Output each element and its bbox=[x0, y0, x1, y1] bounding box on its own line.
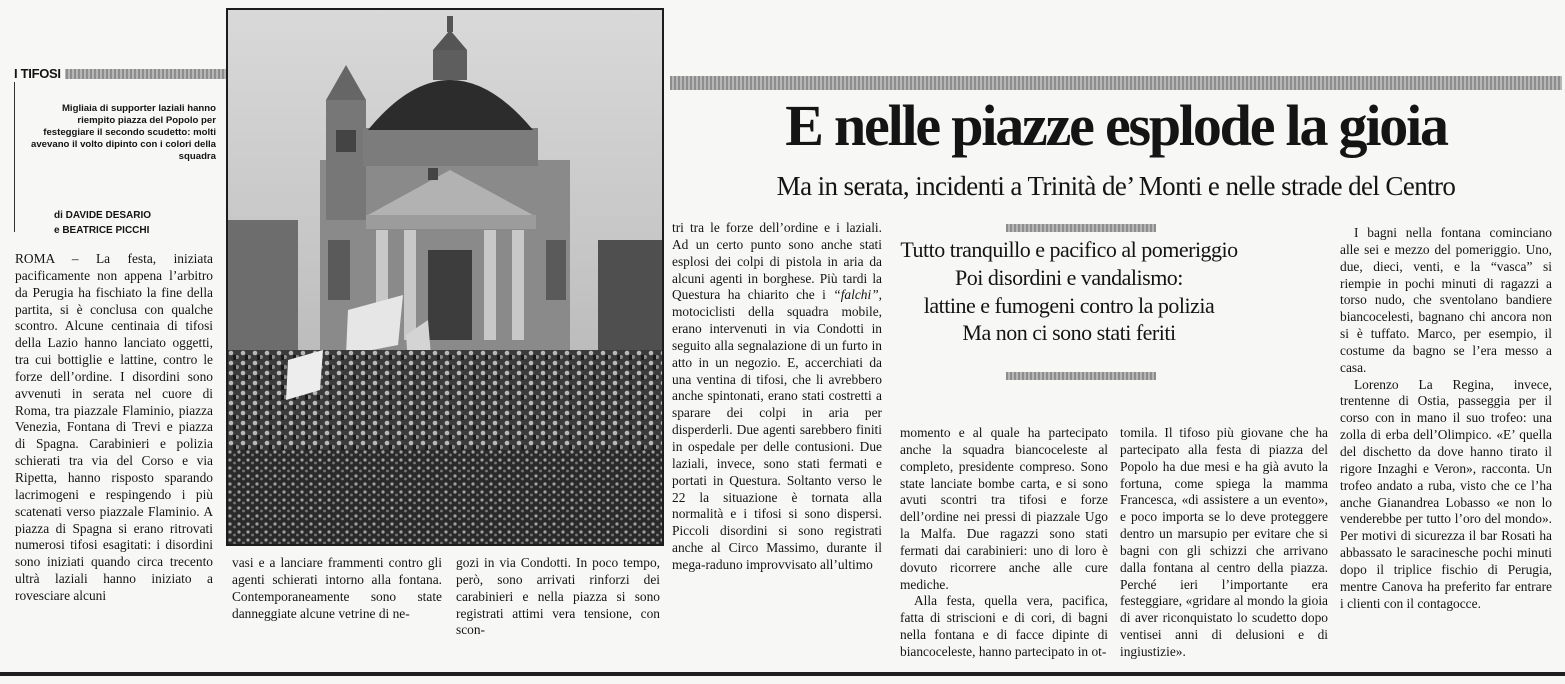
byline-author-1: di DAVIDE DESARIO bbox=[54, 210, 152, 221]
article-text-part: , motociclisti della squadra mobile, erano intervenuti in via Condotti in seguito alla segnalazione di un furto in atto in un negozio. E, accerchiati da una ventina di tifosi, che li avrebbero anche spintonati, erano stati costretti a sparare dei colpi in aria per disperderli. Due agenti sarebbero finiti in ospedale per delle contusioni. Due laziali, invece, sono stati fermati e portati in Questura. Soltanto verso le 22 la situazione è tornata alla normalità e i tifosi si sono dispersi. Piccoli disordini si sono registrati anche al Circo Massimo, durante il mega-raduno improvvisato all’ultimo bbox=[672, 287, 882, 572]
subheadline: Ma in serata, incidenti a Trinità de’ Monti e nelle strade del Centro bbox=[776, 171, 1456, 201]
deck-line-3: lattine e fumogeni contro la polizia bbox=[923, 292, 1215, 318]
deck-text bbox=[894, 236, 1244, 347]
deck-line-1: Tutto tranquillo e pacifico al pomeriggio bbox=[900, 237, 1238, 262]
article-text: I bagni nella fontana cominciano alle sei e mezzo del pomeriggio. Uno, due, dieci, venti, e la “vasca” si riempie in pochi minuti di ragazzi a torso nudo, che sventolano bandiere biancocelesti, bagnano chi ancora non si è tuffato. Marco, per esempio, il costume da bagno se l’era messo a casa. bbox=[1340, 225, 1552, 375]
article-text: tomila. Il tifoso più giovane che ha partecipato alla festa di piazza del Popolo ha due mesi e ha già avuto la fortuna, come spiega la mamma Francesca, «di assistere a un evento», e poco importa se lo deve proteggere dentro un marsupio per evitare che si bagni con gli schizzi che arrivano dalla fontana al centro della piazza. Perché ieri l’importante era festeggiare, «gridare al mondo la gioia di aver riconquistato lo scudetto dopo ventisei anni di delusioni e di ingiustizie». bbox=[1120, 425, 1328, 659]
article-column-7 bbox=[1340, 225, 1552, 669]
left-rule bbox=[14, 82, 15, 232]
deck-bottom-rule bbox=[1006, 372, 1156, 380]
article-italic-word: “falchi” bbox=[833, 287, 879, 303]
article-text: ROMA – La festa, iniziata pacificamente non appena l’arbitro da Perugia ha fischiato la fine della partita, si è conclusa con qualche scontro. Alcune centinaia di tifosi della Lazio hanno lanciato oggetti, tra cui bottiglie e lattine, contro le forze dell’ordine. I disordini sono avvenuti in serata nel cuore di Roma, tra piazzale Flaminio, piazza Venezia, Fontana di Trevi e piazza di Spagna. Carabinieri e polizia schierati tra via del Corso e via Ripetta, hanno risposto sparando lacrimogeni e respingendo i più scatenati verso piazzale Flaminio. A piazza di Spagna si erano ritrovati numerosi tifosi esagitati: i disordini sono iniziati quando circa trecento ultrà laziali hanno iniziato a rovesciare alcuni bbox=[15, 251, 213, 603]
article-text: Lorenzo La Regina, invece, trentenne di Ostia, passeggia per il corso con in mano il suo trofeo: una zolla di erba dell’Olimpico. «E’ quella del dischetto da dove hanno tirato il rigore Inzaghi e Veron», racconta. Un trofeo andato a ruba, visto che ce l’ha anche Gianandrea Lobasso «e non lo venderebbe per tutto l’oro del mondo». Per motivi di sicurezza il bar Rosati ha abbassato le saracinesche pochi minuti dopo il triplice fischio di Perugia, mentre Canova ha preferito far entrare i clienti con il contagocce. bbox=[1340, 376, 1552, 611]
article-column-1 bbox=[15, 251, 213, 669]
article-text: Alla festa, quella vera, pacifica, fatta di striscioni e di cori, di bagni nella fontana e di facce dipinte di biancoceleste, hanno partecipato in ot- bbox=[900, 593, 1108, 659]
article-text: gozi in via Condotti. In poco tempo, però, sono arrivati rinforzi dei carabinieri e nella piazza si sono registrati attimi vera tensione, con scon- bbox=[456, 555, 660, 638]
bottom-rule bbox=[0, 672, 1565, 676]
byline-author-2: e BEATRICE PICCHI bbox=[54, 225, 150, 236]
headline: E nelle piazze esplode la gioia bbox=[785, 93, 1447, 158]
article-column-6 bbox=[1120, 425, 1328, 669]
news-photo bbox=[226, 8, 664, 546]
deck-rule bbox=[1006, 224, 1156, 232]
article-text-part: tri tra le forze dell’ordine e i laziali. Ad un certo punto sono anche stati esplosi dei colpi di pistola in aria da alcuni agenti in borghese. Più tardi la Questura ha chiarito che i bbox=[672, 220, 882, 303]
article-text: vasi e a lanciare frammenti contro gli agenti schierati intorno alla fontana. Contemporaneamente sono state danneggiate alcune vetrine di ne- bbox=[232, 555, 442, 621]
article-text: momento e al quale ha partecipato anche la squadra biancoceleste al completo, presidente compreso. Sono state lanciate bombe carta, e si sono avuti scontri tra tifosi e forze dell’ordine nei pressi di piazzale Ugo la Malfa. Due ragazzi sono stati fermati dai carabinieri: uno di loro è dovuto ricorrere anche alle cure mediche. bbox=[900, 425, 1108, 592]
deck-line-2: Poi disordini e vandalismo: bbox=[955, 264, 1183, 290]
article-text bbox=[672, 220, 882, 574]
photo-caption: Migliaia di supporter laziali hanno riempito piazza del Popolo per festeggiare il secondo scudetto: molti avevano il volto dipinto con i colori della squadra bbox=[31, 103, 216, 162]
article-column-3 bbox=[456, 555, 660, 670]
article-column-4 bbox=[672, 220, 882, 668]
section-tag: I TIFOSI bbox=[14, 66, 65, 81]
headline-rule bbox=[670, 76, 1562, 90]
article-column-5 bbox=[900, 425, 1108, 669]
church-crowd-photo bbox=[228, 10, 662, 544]
article-column-2 bbox=[232, 555, 442, 670]
deck-line-4: Ma non ci sono stati feriti bbox=[962, 320, 1176, 346]
